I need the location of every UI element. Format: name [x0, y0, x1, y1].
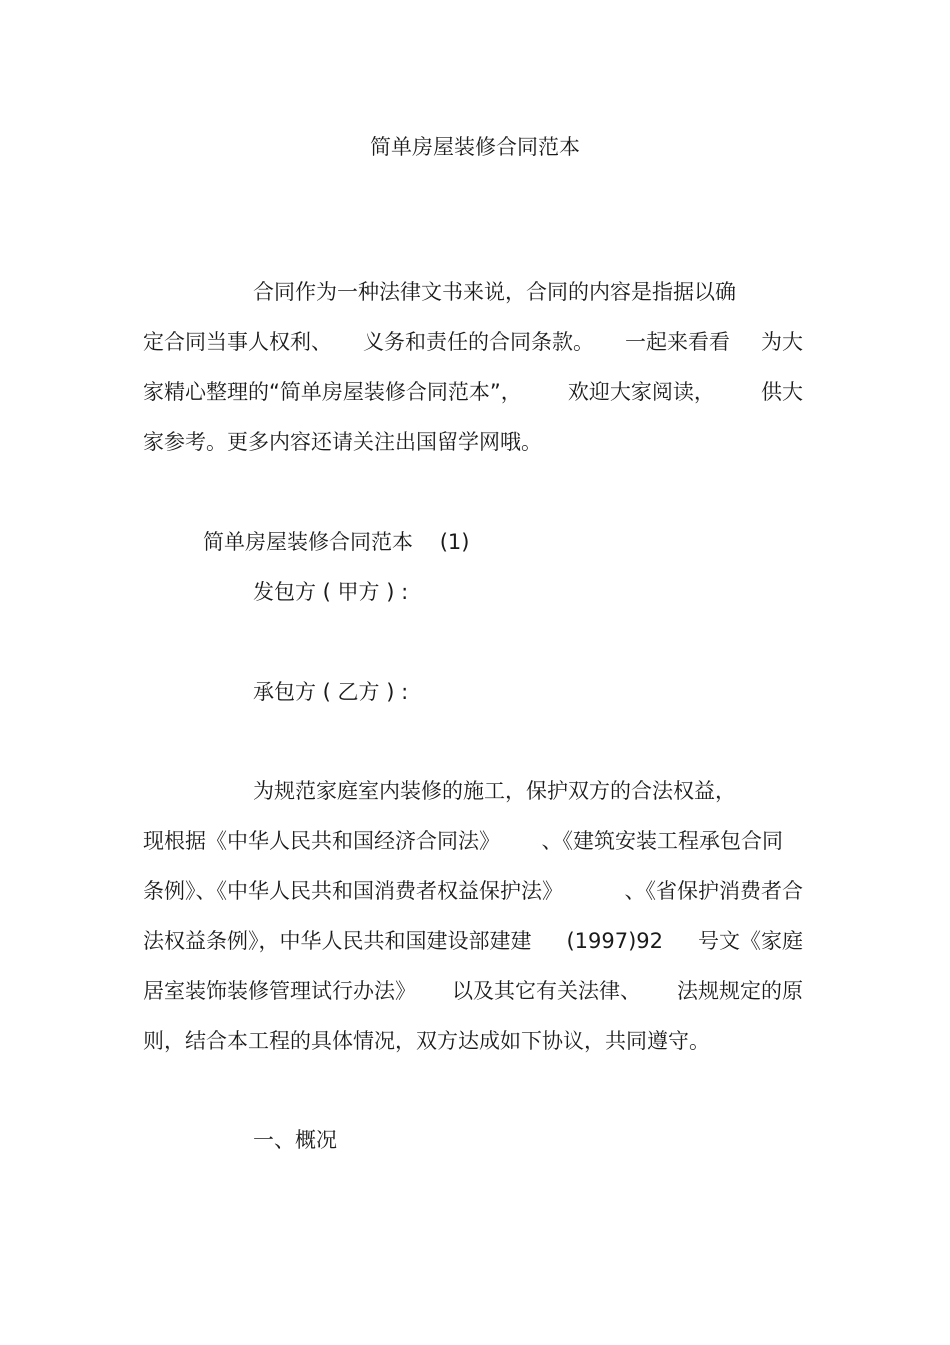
preamble-line-3	[143, 879, 803, 903]
intro-line-2-part-3: 一起来看看	[625, 330, 730, 354]
preamble-line-4	[143, 929, 803, 953]
preamble-line-5	[143, 979, 803, 1003]
preamble-line-4-part-1: 法权益条例》，中华人民共和国建设部建建	[143, 929, 532, 953]
intro-line-2-part-1: 定合同当事人权利、	[143, 330, 332, 354]
intro-line-4: 家参考。更多内容还请关注出国留学网哦。	[143, 430, 542, 454]
intro-line-3-part-1: 家精心整理的“简单房屋装修合同范本”，	[143, 380, 522, 404]
intro-line-2-part-4: 为大	[761, 330, 803, 354]
intro-line-3	[143, 380, 803, 404]
preamble-line-1: 为规范家庭室内装修的施工，保护双方的合法权益，	[253, 779, 736, 803]
preamble-line-5-part-2: 以及其它有关法律、	[452, 979, 641, 1003]
preamble-line-4-part-3: 号文《家庭	[698, 929, 803, 953]
preamble-line-2	[143, 829, 783, 853]
preamble-line-2-part-1: 现根据《中华人民共和国经济合同法》	[143, 829, 500, 853]
preamble-line-2-part-2: 、《建筑安装工程承包合同	[541, 829, 783, 853]
preamble-line-5-part-1: 居室装饰装修管理试行办法》	[143, 979, 416, 1003]
preamble-line-3-part-2: 、《省保护消费者合	[624, 879, 803, 903]
section-title: 简单房屋装修合同范本 (1)	[203, 530, 470, 554]
preamble-line-5-part-3: 法规规定的原	[677, 979, 803, 1003]
intro-line-2	[143, 330, 803, 354]
preamble-line-6: 则，结合本工程的具体情况，双方达成如下协议，共同遵守。	[143, 1029, 710, 1053]
document-title: 简单房屋装修合同范本	[370, 135, 580, 159]
intro-line-2-part-2: 义务和责任的合同条款。	[363, 330, 594, 354]
intro-line-3-part-2: 欢迎大家阅读，	[567, 380, 715, 404]
heading-overview: 一、概况	[253, 1128, 337, 1152]
intro-line-1: 合同作为一种法律文书来说，合同的内容是指据以确	[253, 280, 736, 304]
preamble-line-4-part-2: (1997)92	[566, 929, 664, 953]
party-a-label: 发包方 ( 甲方 ) :	[253, 580, 409, 604]
party-b-label: 承包方 ( 乙方 ) :	[253, 680, 409, 704]
preamble-line-3-part-1: 条例》、《中华人民共和国消费者权益保护法》	[143, 879, 563, 903]
intro-line-3-part-3: 供大	[760, 380, 803, 404]
